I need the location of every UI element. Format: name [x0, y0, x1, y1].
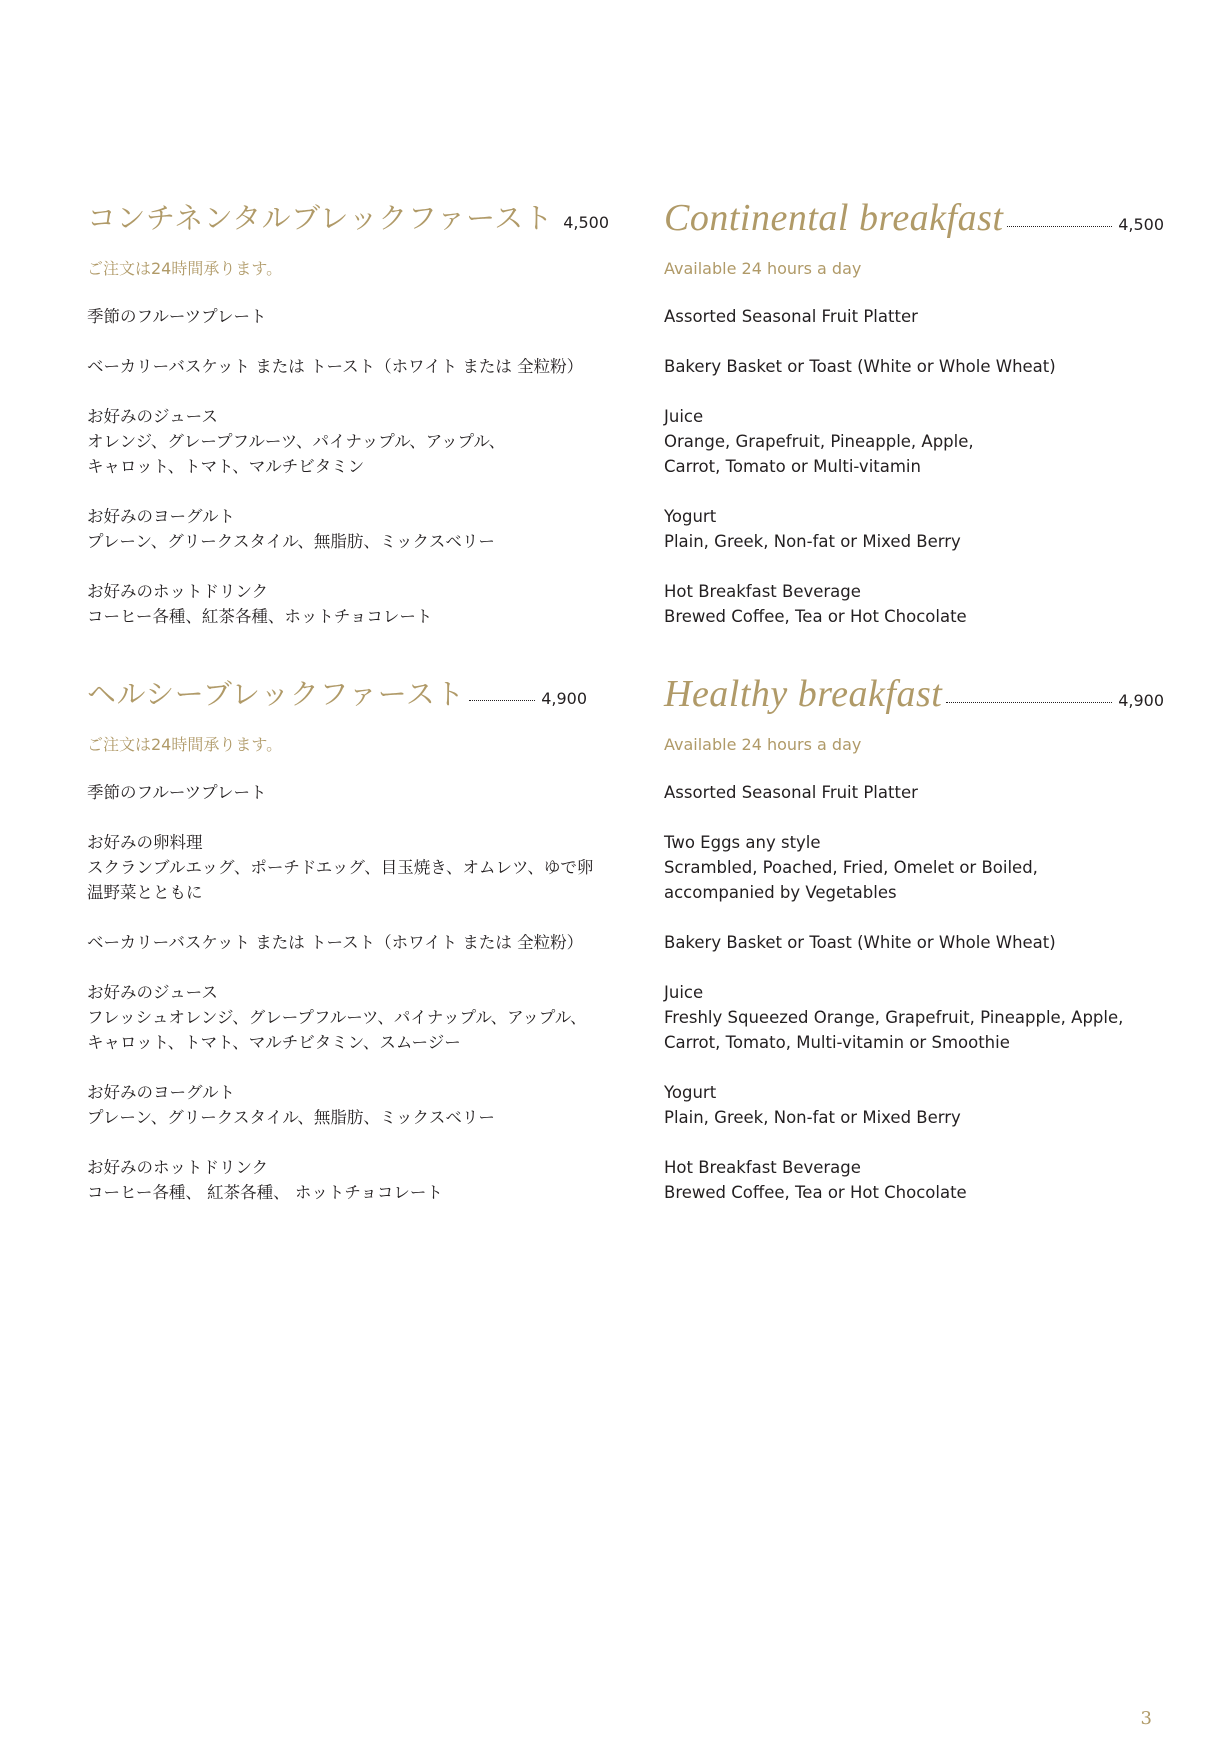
menu-item [664, 579, 1164, 629]
menu-item [664, 780, 1164, 805]
menu-item-detail: フレッシュオレンジ、グレープフルーツ、パイナップル、アップル、 [87, 1008, 587, 1027]
menu-item-detail: Plain, Greek, Non-fat or Mixed Berry [664, 532, 961, 551]
menu-item [664, 830, 1164, 905]
menu-item [87, 1080, 587, 1130]
dotted-leader [469, 700, 535, 701]
menu-item [87, 579, 587, 629]
menu-item [664, 980, 1164, 1055]
menu-item-detail: accompanied by Vegetables [664, 883, 897, 902]
section-title: Continental breakfast [664, 197, 1004, 239]
menu-items [87, 780, 594, 1205]
menu-item [87, 780, 587, 805]
menu-item-detail: プレーン、グリークスタイル、無脂肪、ミックスベリー [87, 532, 495, 551]
menu-item-name: お好みのヨーグルト [87, 1083, 236, 1102]
section-title: コンチネンタルブレックファースト [87, 201, 554, 235]
section-title: ヘルシーブレックファースト [87, 677, 465, 711]
menu-item-name: お好みのジュース [87, 407, 218, 426]
menu-item-name: ベーカリーバスケット または トースト（ホワイト または 全粒粉） [87, 933, 584, 952]
menu-item-detail: Scrambled, Poached, Fried, Omelet or Boiled, [664, 858, 1038, 877]
menu-items [664, 304, 1164, 629]
menu-item-name: Juice [664, 407, 704, 426]
menu-item [664, 504, 1164, 554]
menu-item-name: Assorted Seasonal Fruit Platter [664, 783, 918, 802]
dotted-leader [1007, 226, 1112, 227]
section-header [664, 672, 1164, 722]
availability-note: Available 24 hours a day [664, 735, 862, 754]
menu-item-name: ベーカリーバスケット または トースト（ホワイト または 全粒粉） [87, 357, 584, 376]
menu-item-name: お好みのジュース [87, 983, 218, 1002]
section-header [87, 196, 610, 246]
menu-item [664, 404, 1164, 479]
menu-item [87, 304, 587, 329]
menu-item-name: Assorted Seasonal Fruit Platter [664, 307, 918, 326]
menu-item-detail: プレーン、グリークスタイル、無脂肪、ミックスベリー [87, 1108, 495, 1127]
menu-item-name: Yogurt [664, 1083, 717, 1102]
menu-item-name: Bakery Basket or Toast (White or Whole Wheat) [664, 933, 1056, 952]
menu-item-name: お好みのホットドリンク [87, 1158, 269, 1177]
menu-item-name: Hot Breakfast Beverage [664, 1158, 861, 1177]
menu-item-detail: Brewed Coffee, Tea or Hot Chocolate [664, 607, 967, 626]
menu-item-detail: 温野菜とともに [87, 883, 203, 902]
menu-item-name: Juice [664, 983, 704, 1002]
menu-item-name: お好みの卵料理 [87, 833, 203, 852]
menu-item [87, 830, 594, 905]
menu-item-name: Yogurt [664, 507, 717, 526]
menu-items [87, 304, 587, 629]
continental-breakfast-en [664, 196, 1164, 629]
menu-item-detail: コーヒー各種、 紅茶各種、 ホットチョコレート [87, 1183, 443, 1202]
dotted-leader [946, 702, 1112, 703]
menu-item [664, 1080, 1164, 1130]
availability-note: ご注文は24時間承ります。 [87, 259, 283, 278]
menu-item-detail: Brewed Coffee, Tea or Hot Chocolate [664, 1183, 967, 1202]
menu-item-detail: Carrot, Tomato or Multi-vitamin [664, 457, 921, 476]
menu-item-detail: キャロット、トマト、マルチビタミン、スムージー [87, 1033, 461, 1052]
menu-item-name: 季節のフルーツプレート [87, 783, 267, 802]
menu-item-detail: Carrot, Tomato, Multi-vitamin or Smoothie [664, 1033, 1010, 1052]
menu-item-detail: オレンジ、グレープフルーツ、パイナップル、アップル、 [87, 432, 506, 451]
menu-item-name: Two Eggs any style [664, 833, 821, 852]
section-title: Healthy breakfast [664, 673, 943, 715]
menu-item [87, 930, 587, 955]
menu-item-detail: Plain, Greek, Non-fat or Mixed Berry [664, 1108, 961, 1127]
availability-note: Available 24 hours a day [664, 259, 862, 278]
menu-item [87, 354, 587, 379]
healthy-breakfast-en [664, 672, 1164, 1205]
price: 4,500 [563, 213, 610, 232]
menu-item [664, 1155, 1164, 1205]
availability-note: ご注文は24時間承ります。 [87, 735, 283, 754]
page-number: 3 [1140, 1708, 1152, 1729]
menu-item [87, 404, 587, 479]
menu-item [664, 304, 1164, 329]
price: 4,900 [541, 689, 587, 708]
menu-item-name: 季節のフルーツプレート [87, 307, 267, 326]
menu-item-name: お好みのヨーグルト [87, 507, 236, 526]
menu-item-detail: キャロット、トマト、マルチビタミン [87, 457, 365, 476]
menu-item-name: Hot Breakfast Beverage [664, 582, 861, 601]
price: 4,900 [1118, 691, 1164, 710]
healthy-breakfast-jp [87, 672, 594, 1205]
menu-item-name: お好みのホットドリンク [87, 582, 269, 601]
section-header [664, 196, 1164, 246]
menu-item-name: Bakery Basket or Toast (White or Whole Wheat) [664, 357, 1056, 376]
menu-item-detail: コーヒー各種、紅茶各種、ホットチョコレート [87, 607, 433, 626]
continental-breakfast-jp [87, 196, 610, 629]
menu-item-detail: スクランブルエッグ、ポーチドエッグ、目玉焼き、オムレツ、ゆで卵 [87, 858, 594, 877]
section-header [87, 672, 587, 722]
menu-item [87, 1155, 587, 1205]
price: 4,500 [1118, 215, 1164, 234]
menu-item-detail: Freshly Squeezed Orange, Grapefruit, Pineapple, Apple, [664, 1008, 1124, 1027]
menu-item [87, 980, 587, 1055]
menu-item [664, 930, 1164, 955]
menu-item [87, 504, 587, 554]
menu-item [664, 354, 1164, 379]
menu-item-detail: Orange, Grapefruit, Pineapple, Apple, [664, 432, 974, 451]
menu-items [664, 780, 1164, 1205]
